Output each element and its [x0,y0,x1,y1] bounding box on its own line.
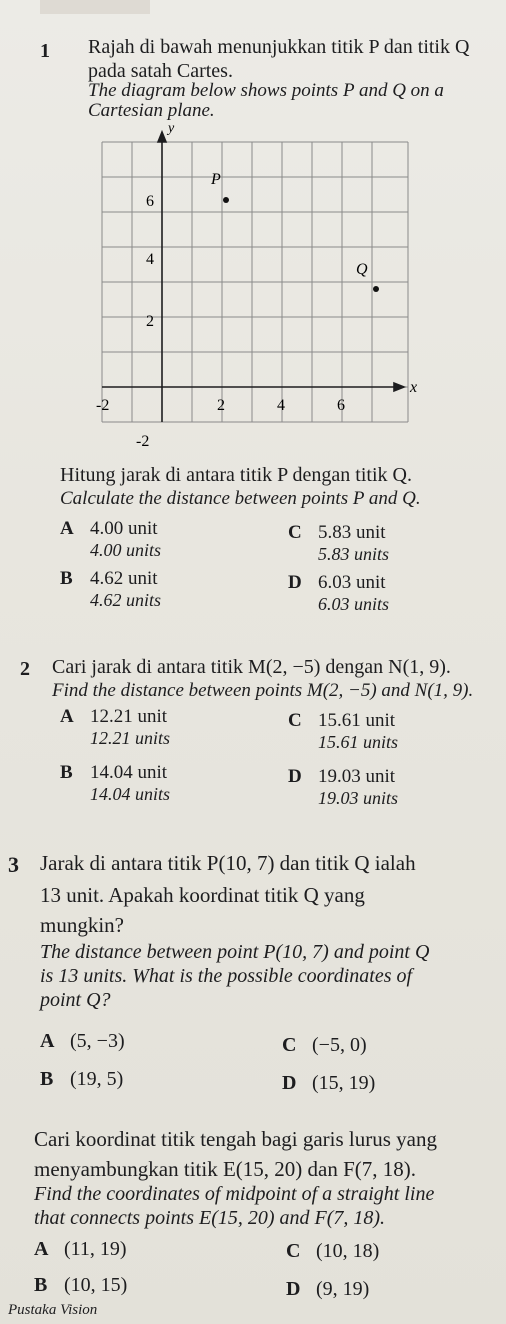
publisher-footer: Pustaka Vision [8,1302,98,1318]
y-tick-neg2: -2 [136,433,150,450]
option-english: 4.00 units [90,540,162,560]
x-axis-arrow [394,383,404,391]
option-text: (10, 18) [316,1240,380,1262]
option-letter: B [40,1068,54,1090]
q3-number: 3 [8,852,19,877]
option-malay: 5.83 unit [318,522,386,543]
q3-malay-line-3: mungkin? [40,913,124,937]
q3-english-line-2: is 13 units. What is the possible coordinates of [40,965,413,987]
option-letter: C [288,710,302,731]
q4-english-line-1: Find the coordinates of midpoint of a straight line [34,1183,435,1205]
q1-english-intro-2: Cartesian plane. [88,100,215,121]
q2-option-c[interactable] [288,710,398,753]
point-p-label: P [211,171,221,188]
option-letter: C [282,1034,297,1056]
option-text: (11, 19) [64,1238,127,1260]
q3-malay-line-1: Jarak di antara titik P(10, 7) dan titik Q ialah [40,851,416,875]
option-malay: 15.61 unit [318,710,396,731]
q2-option-b[interactable] [60,762,170,805]
option-letter: D [288,572,302,593]
option-english: 14.04 units [90,784,171,804]
x-tick-6: 6 [337,397,345,414]
q1-malay-question: Hitung jarak di antara titik P dengan titik Q. [60,464,412,486]
y-tick-6: 6 [146,193,154,210]
q3-english-line-3: point Q? [40,989,111,1011]
q4-english-line-2: that connects points E(15, 20) and F(7, 18). [34,1207,386,1229]
q2-number: 2 [20,658,30,680]
q3-malay-line-2: 13 unit. Apakah koordinat titik Q yang [40,883,365,907]
q2-option-d[interactable] [288,766,398,809]
q3-option-a[interactable] [40,1030,125,1052]
y-tick-2: 2 [146,313,154,330]
option-malay: 6.03 unit [318,572,386,593]
option-letter: C [286,1240,301,1262]
point-q [373,286,379,292]
option-malay: 12.21 unit [90,706,168,727]
q3-option-c[interactable] [282,1034,367,1056]
x-axis-label: x [410,379,418,396]
option-letter: B [60,762,73,783]
q4-option-a[interactable] [34,1238,127,1260]
point-p [223,197,229,203]
option-english: 12.21 units [90,728,171,748]
page-edge-strip [40,0,150,14]
option-text: (5, −3) [70,1030,125,1052]
option-letter: B [60,568,73,589]
q1-option-a[interactable] [60,518,161,561]
y-tick-4: 4 [146,251,154,268]
option-malay: 19.03 unit [318,766,396,787]
y-axis-label: y [168,121,175,136]
option-text: (19, 5) [70,1068,124,1090]
q4-malay-line-2: menyambungkan titik E(15, 20) dan F(7, 18). [34,1157,417,1181]
option-letter: A [40,1030,55,1052]
q3-option-d[interactable] [282,1072,375,1094]
q1-option-b[interactable] [60,568,161,611]
option-text: (−5, 0) [312,1034,367,1056]
option-letter: A [60,518,74,539]
q1-malay-intro-2: pada satah Cartes. [88,60,233,82]
option-english: 15.61 units [318,732,399,752]
option-text: (9, 19) [316,1278,370,1300]
option-text: (15, 19) [312,1072,376,1094]
option-malay: 14.04 unit [90,762,168,783]
option-text: (10, 15) [64,1274,128,1296]
q2-option-a[interactable] [60,706,170,749]
q3-option-b[interactable] [40,1068,123,1090]
option-letter: D [282,1072,297,1094]
option-english: 5.83 units [318,544,390,564]
q1-number: 1 [40,40,50,62]
cartesian-plane-figure [80,120,420,450]
q4-option-d[interactable] [286,1278,369,1300]
option-malay: 4.00 unit [90,518,158,539]
option-malay: 4.62 unit [90,568,158,589]
q4-option-c[interactable] [286,1240,379,1262]
q1-option-d[interactable] [288,572,389,615]
q4-malay-line-1: Cari koordinat titik tengah bagi garis lurus yang [34,1127,437,1151]
q1-malay-intro: Rajah di bawah menunjukkan titik P dan titik Q [88,36,470,58]
x-tick-2: 2 [217,397,225,414]
option-english: 19.03 units [318,788,399,808]
option-letter: B [34,1274,48,1296]
x-tick-neg2: -2 [96,397,110,414]
option-letter: C [288,522,302,543]
point-q-label: Q [356,261,368,278]
q3-english-line-1: The distance between point P(10, 7) and point Q [40,941,430,963]
grid [102,142,408,422]
option-letter: A [34,1238,49,1260]
option-letter: A [60,706,74,727]
q4-option-b[interactable] [34,1274,127,1296]
option-letter: D [286,1278,301,1300]
q1-option-c[interactable] [288,522,389,565]
q1-english-intro: The diagram below shows points P and Q on a [88,80,444,101]
y-axis-arrow [158,132,166,142]
q1-english-question: Calculate the distance between points P and Q. [60,488,421,509]
option-english: 6.03 units [318,594,390,614]
option-english: 4.62 units [90,590,162,610]
q2-english-question: Find the distance between points M(2, −5) and N(1, 9). [52,680,474,701]
x-tick-4: 4 [277,397,285,414]
q2-malay-question: Cari jarak di antara titik M(2, −5) dengan N(1, 9). [52,656,451,678]
option-letter: D [288,766,302,787]
